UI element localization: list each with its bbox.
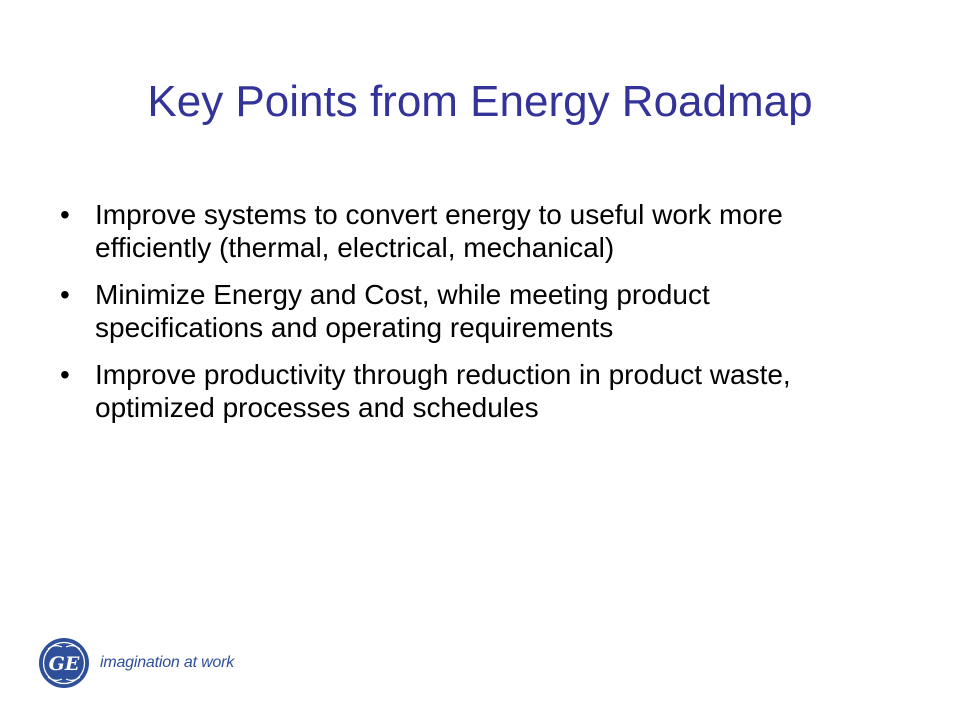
bullet-text: Improve systems to convert energy to useful work more efficiently (thermal, electrical, mechanical) bbox=[95, 199, 783, 263]
bullet-text: Minimize Energy and Cost, while meeting product specifications and operating requirements bbox=[95, 279, 710, 343]
bullet-dot-icon: • bbox=[60, 199, 70, 230]
bullet-item bbox=[60, 198, 880, 264]
bullet-item bbox=[60, 278, 880, 344]
bullet-dot-icon: • bbox=[60, 359, 70, 390]
bullet-text: Improve productivity through reduction in product waste, optimized processes and schedules bbox=[95, 359, 791, 423]
bullet-item bbox=[60, 358, 880, 424]
slide-title: Key Points from Energy Roadmap bbox=[147, 77, 813, 126]
ge-monogram-icon bbox=[38, 637, 90, 689]
logo-text: GE bbox=[48, 653, 80, 675]
bullet-list bbox=[60, 198, 880, 438]
footer-logo bbox=[38, 637, 234, 689]
tagline: imagination at work bbox=[100, 654, 235, 671]
bullet-dot-icon: • bbox=[60, 279, 70, 310]
